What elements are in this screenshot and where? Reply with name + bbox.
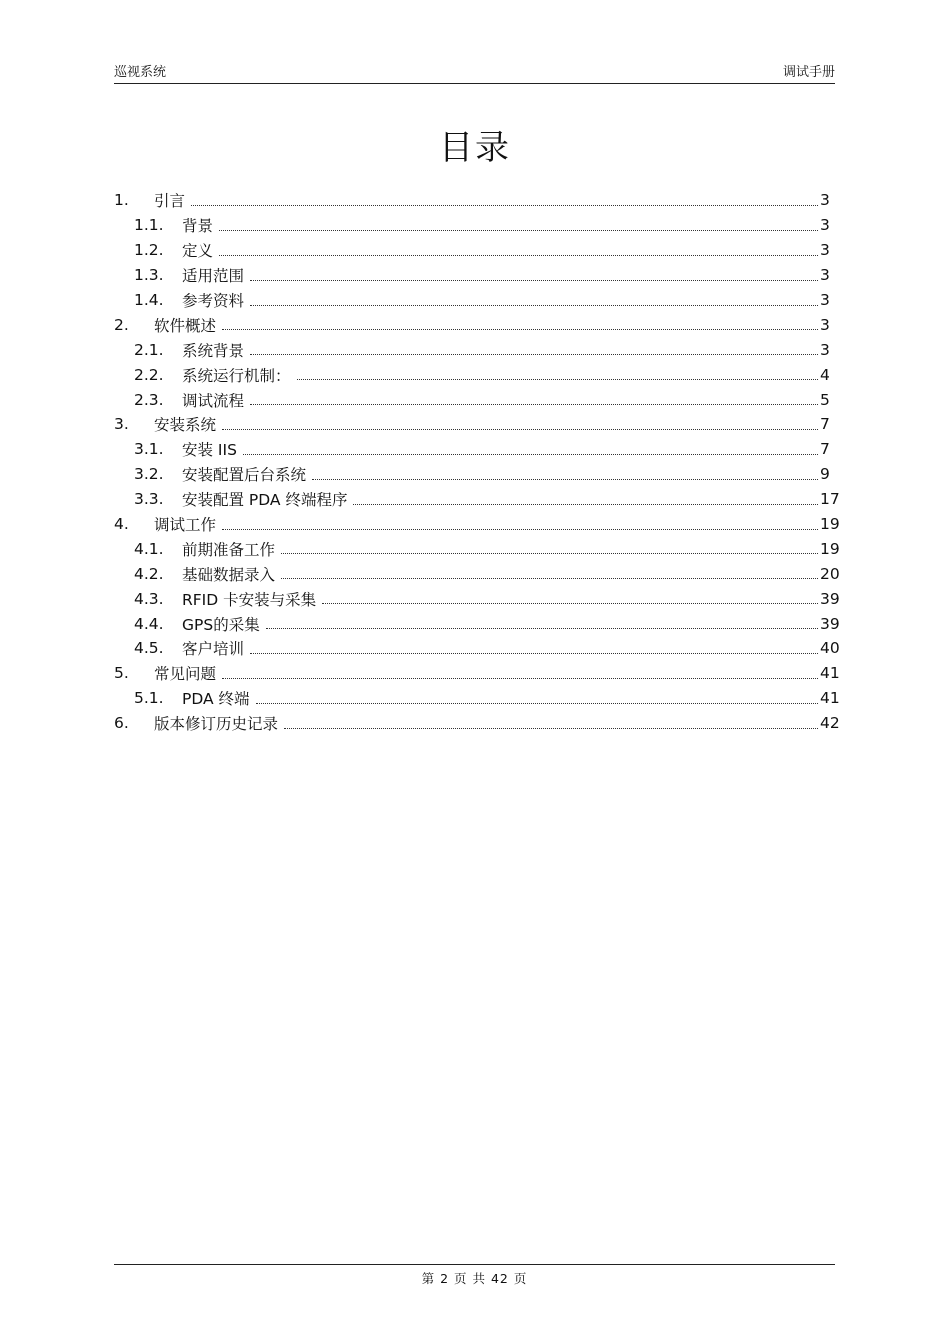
toc-entry-number: 4.	[114, 515, 129, 534]
toc-entry-number: 2.3.	[134, 390, 164, 409]
toc-entry-number: 1.3.	[134, 266, 164, 285]
toc-entry-title: 版本修订历史记录	[154, 715, 279, 734]
toc-entry-title: 调试工作	[154, 516, 217, 535]
toc-entry-number: 4.3.	[134, 589, 164, 608]
dot-leader	[222, 529, 818, 530]
toc-entry[interactable]	[114, 213, 850, 238]
toc-entry-title: GPS的采集	[182, 615, 260, 634]
toc-entry-page: 19	[820, 515, 840, 534]
dot-leader	[353, 504, 818, 505]
toc-entry[interactable]	[114, 437, 850, 462]
toc-entry[interactable]	[114, 586, 850, 611]
toc-entry-page: 41	[820, 689, 840, 708]
toc-entry-number: 2.	[114, 315, 129, 334]
toc-entry-title: 定义	[182, 242, 214, 261]
toc-entry-number: 4.4.	[134, 614, 164, 633]
toc-entry-page: 5	[820, 390, 830, 409]
toc-entry-number: 4.1.	[134, 539, 164, 558]
toc-entry-title: 前期准备工作	[182, 540, 276, 559]
page-header	[114, 58, 835, 84]
dot-leader	[250, 404, 818, 405]
toc-entry-number: 2.1.	[134, 340, 164, 359]
toc-entry[interactable]	[114, 188, 850, 213]
toc-entry-page: 7	[820, 415, 830, 434]
toc-entry-title: 背景	[182, 217, 214, 236]
toc-entry-number: 4.2.	[134, 564, 164, 583]
toc-entry-title: RFID 卡安装与采集	[182, 590, 317, 609]
table-of-contents	[114, 188, 850, 736]
toc-entry-page: 41	[820, 664, 840, 683]
toc-entry-title: 常见问题	[154, 665, 217, 684]
toc-entry[interactable]	[114, 238, 850, 263]
toc-entry-page: 39	[820, 614, 840, 633]
toc-entry-title: 基础数据录入	[182, 565, 276, 584]
toc-entry-title: 安装 IIS	[182, 441, 237, 460]
toc-entry-number: 1.2.	[134, 241, 164, 260]
dot-leader	[250, 653, 818, 654]
dot-leader	[281, 553, 818, 554]
toc-entry-page: 17	[820, 490, 840, 509]
toc-entry[interactable]	[114, 412, 850, 437]
dot-leader	[219, 230, 818, 231]
dot-leader	[222, 429, 818, 430]
dot-leader	[191, 205, 818, 206]
dot-leader	[222, 329, 818, 330]
toc-entry-number: 5.	[114, 664, 129, 683]
toc-entry-title: 调试流程	[182, 391, 245, 410]
dot-leader	[322, 603, 818, 604]
toc-entry-title: 软件概述	[154, 316, 217, 335]
toc-entry[interactable]	[114, 561, 850, 586]
toc-entry-title: 安装配置 PDA 终端程序	[182, 491, 348, 510]
toc-entry-page: 3	[820, 241, 830, 260]
toc-entry-title: 引言	[154, 192, 186, 211]
toc-entry[interactable]	[114, 661, 850, 686]
toc-entry-number: 3.2.	[134, 465, 164, 484]
toc-entry-title: PDA 终端	[182, 690, 250, 709]
page-title: 目录	[439, 128, 511, 168]
toc-entry-number: 1.4.	[134, 291, 164, 309]
toc-entry-number: 6.	[114, 714, 129, 733]
header-left-text: 巡视系统	[114, 65, 167, 80]
toc-entry-title: 安装系统	[154, 416, 217, 435]
dot-leader	[312, 479, 818, 480]
toc-entry-number: 1.	[114, 191, 129, 210]
toc-entry-number: 2.2.	[134, 365, 164, 384]
dot-leader	[243, 454, 818, 455]
toc-entry-page: 3	[820, 266, 830, 285]
toc-entry-page: 7	[820, 440, 830, 459]
toc-entry-number: 4.5.	[134, 639, 164, 658]
toc-entry[interactable]	[114, 263, 850, 288]
dot-leader	[281, 578, 818, 579]
toc-entry-number: 5.1.	[134, 689, 164, 708]
dot-leader	[250, 305, 818, 306]
toc-entry[interactable]	[114, 362, 850, 387]
toc-entry-page: 3	[820, 291, 830, 309]
dot-leader	[266, 628, 818, 629]
toc-entry[interactable]	[114, 312, 850, 337]
page-footer	[114, 1264, 835, 1287]
toc-entry-title: 参考资料	[182, 292, 245, 310]
toc-entry-title: 适用范围	[182, 267, 245, 286]
toc-entry-title: 系统背景	[182, 341, 245, 360]
toc-entry-page: 3	[820, 340, 830, 359]
toc-entry[interactable]	[114, 387, 850, 412]
toc-entry[interactable]	[114, 536, 850, 561]
toc-entry[interactable]	[114, 487, 850, 512]
toc-entry-page: 42	[820, 714, 840, 733]
toc-entry-page: 9	[820, 465, 830, 484]
toc-entry-page: 19	[820, 539, 840, 558]
toc-entry-title: 安装配置后台系统	[182, 466, 307, 485]
toc-entry[interactable]	[114, 337, 850, 362]
toc-entry-number: 3.1.	[134, 440, 164, 459]
toc-entry[interactable]	[114, 512, 850, 537]
dot-leader	[222, 678, 818, 679]
toc-entry-number: 3.	[114, 415, 129, 434]
toc-entry[interactable]	[114, 288, 850, 313]
dot-leader	[250, 280, 818, 281]
toc-entry[interactable]	[114, 611, 850, 636]
toc-entry[interactable]	[114, 636, 850, 661]
dot-leader	[297, 379, 818, 380]
toc-entry-page: 20	[820, 564, 840, 583]
toc-entry-number: 3.3.	[134, 490, 164, 509]
toc-entry-title: 客户培训	[182, 640, 245, 659]
dot-leader	[250, 354, 818, 355]
dot-leader	[284, 728, 818, 729]
toc-entry-title: 系统运行机制：	[182, 366, 291, 385]
dot-leader	[256, 703, 818, 704]
header-right-text: 调试手册	[782, 65, 835, 80]
toc-entry[interactable]	[114, 462, 850, 487]
toc-entry-page: 3	[820, 216, 830, 235]
toc-entry-page: 4	[820, 365, 830, 384]
toc-entry[interactable]	[114, 711, 850, 736]
toc-entry[interactable]	[114, 686, 850, 711]
toc-entry-page: 39	[820, 589, 840, 608]
toc-entry-page: 40	[820, 639, 840, 658]
dot-leader	[219, 255, 818, 256]
toc-entry-page: 3	[820, 191, 830, 210]
page-number-text: 第 2 页 共 42 页	[421, 1271, 528, 1286]
toc-entry-number: 1.1.	[134, 216, 164, 235]
toc-entry-page: 3	[820, 315, 830, 334]
